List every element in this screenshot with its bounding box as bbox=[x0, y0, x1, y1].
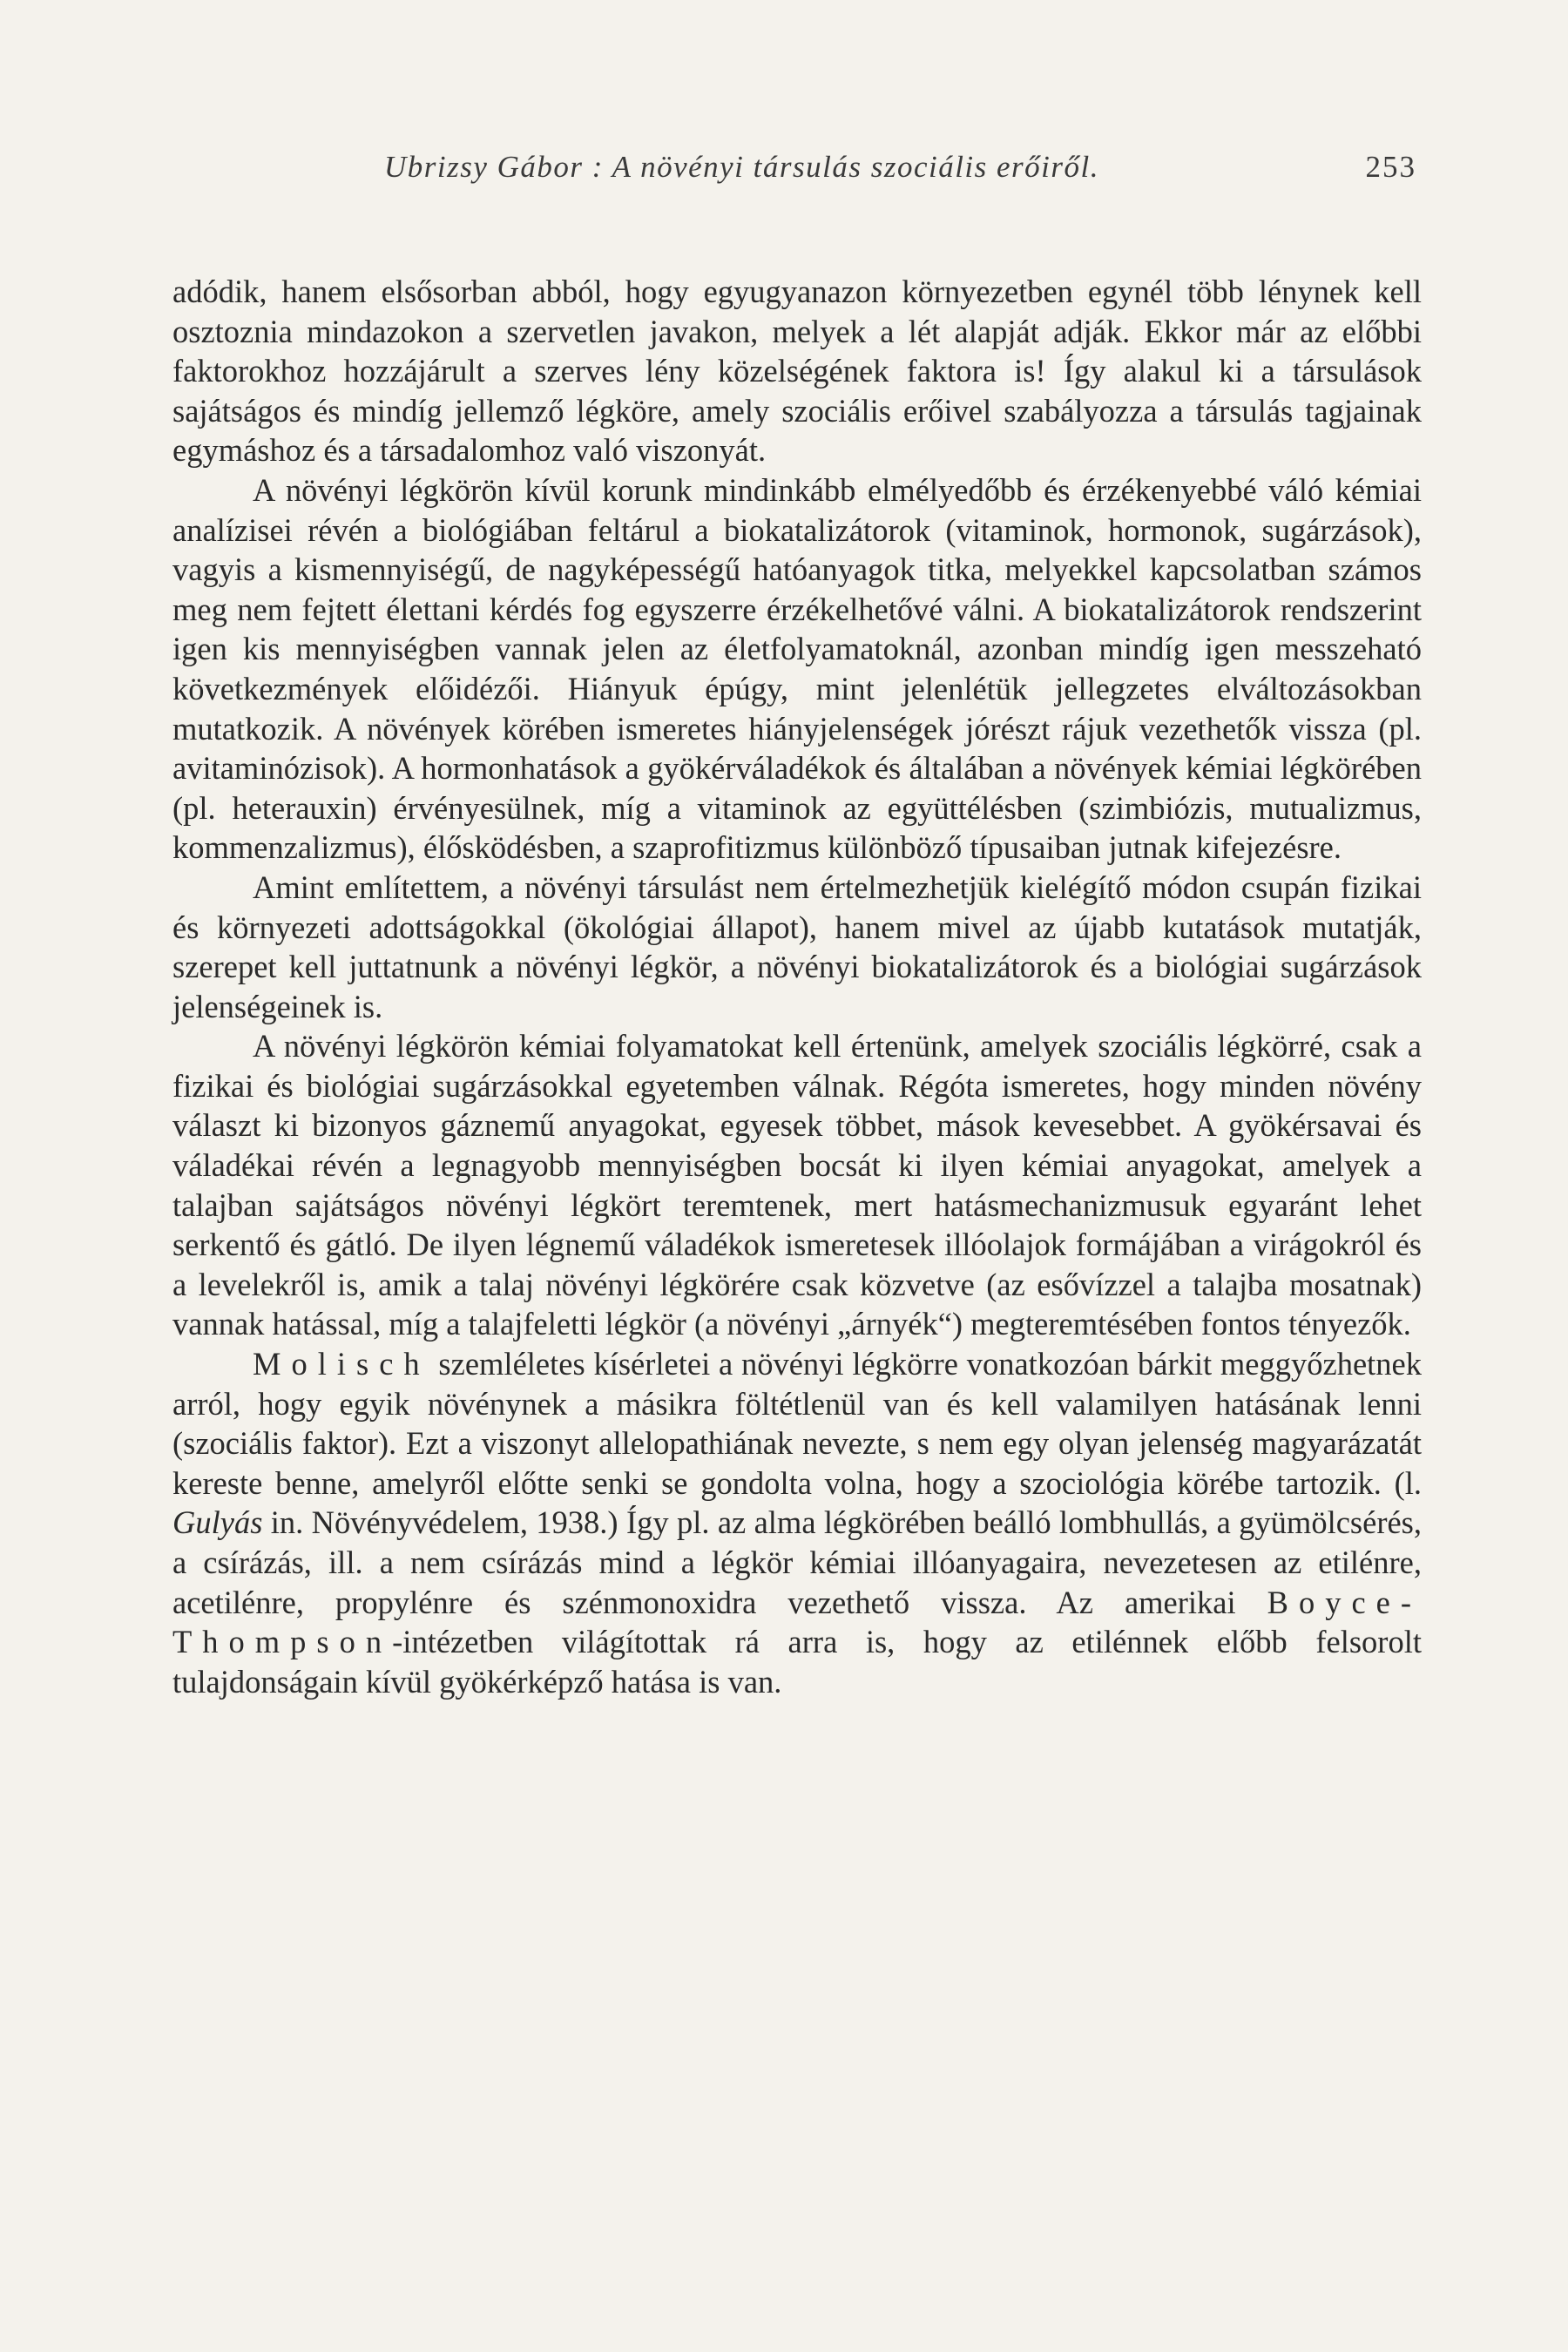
paragraph-4: A növényi légkörön kémiai folyamatokat kell értenünk, amelyek szociális légkörré, csak a fizikai és biológiai sugárzásokkal egyetemben válnak. Régóta ismeretes, hogy minden növény választ ki bizonyos gáznemű anyagokat, egyesek többet, mások kevesebbet. A gyökérsavai és váladékai révén a legnagyobb mennyiségben bocsát ki ilyen kémiai anyagokat, amelyek a talajban sajátságos növényi légkört teremtenek, mert hatásmechanizmusuk egyaránt lehet serkentő és gátló. De ilyen légnemű váladékok ismeretesek illóolajok formájában a virágokról és a levelekről is, amik a talaj növényi légkörére csak közvetve (az esővízzel a talajba mosatnak) vannak hatással, míg a talajfeletti légkör (a növényi „árnyék“) megteremtésében fontos tényezők. bbox=[172, 1028, 1422, 1342]
paragraph-2: A növényi légkörön kívül korunk mindinkább elmélyedőbb és érzékenyebbé váló kémiai analízisei révén a biológiában feltárul a biokatalizátorok (vitaminok, hormonok, sugárzások), vagyis a kismennyiségű, de nagyképességű hatóanyagok titka, melyekkel kapcsolatban számos meg nem fejtett élettani kérdés fog egyszerre érzékelhetővé válni. A biokatalizátorok rendszerint igen kis mennyiségben vannak jelen az életfolyamatoknál, azonban mindíg igen messzeható következmények előidézői. Hiányuk épúgy, mint jelenlétük jellegzetes elváltozásokban mutatkozik. A növények körében ismeretes hiányjelenségek jórészt rájuk vezethetők vissza (pl. avitaminózisok). A hormonhatások a gyökérváladékok és általában a növények kémiai légkörében (pl. heterauxin) érvényesülnek, míg a vitaminok az együttélésben (szimbiózis, mutualizmus, kommenzalizmus), élősködésben, a szaprofitizmus különböző típusaiban jutnak kifejezésre. bbox=[172, 471, 1422, 866]
paragraph-5-part-a: szemléletes kísérletei a növényi légkörre vonatkozóan bárkit meggyőzhetnek arról, hogy egyik növénynek a másikra föltétlenül van és kell valamilyen hatásának lenni (szociális faktor). Ezt a viszonyt allelopathiának nevezte, s nem egy olyan jelenség magyarázatát kereste benne, amelyről előtte senki se gondolta volna, hogy a szociológia körébe tartozik. (l. bbox=[172, 1346, 1422, 1501]
paragraph-3: Amint említettem, a növényi társulást nem értelmezhetjük kielégítő módon csupán fizikai és környezeti adottságokkal (ökológiai állapot), hanem mivel az újabb kutatások mutatják, szerepet kell juttatnunk a növényi légkör, a növényi biokatalizátorok és a biológiai sugárzások jelenségeinek is. bbox=[172, 868, 1422, 1024]
paragraph-5 bbox=[172, 1344, 1422, 1701]
paragraph-5-part-c: -intézetben világítottak rá arra is, hogy az etilénnek előbb felsorolt tulajdonságain kívül gyökérképző hatása is van. bbox=[172, 1624, 1422, 1700]
body-text bbox=[172, 272, 1422, 1701]
running-title: Ubrizsy Gábor : A növényi társulás szociális erőiről. bbox=[384, 150, 1099, 184]
running-head bbox=[172, 150, 1436, 192]
institute-name: Boyce-Thompson bbox=[172, 1584, 1422, 1660]
paragraph-5-part-b: in. Növényvédelem, 1938.) Így pl. az alma légkörében beálló lombhullás, a gyümölcsérés, a csírázás, ill. a nem csírázás mind a légkör kémiai illóanyagaira, nevezetesen az etilénre, acetilénre, propylénre és szénmonoxidra vezethető vissza. Az amerikai bbox=[172, 1504, 1422, 1620]
author-name-molisch: Molisch bbox=[253, 1346, 430, 1382]
paragraph-1: adódik, hanem elsősorban abból, hogy egyugyanazon környezetben egynél több lénynek kell osztoznia mindazokon a szervetlen javakon, melyek a lét alapját adják. Ekkor már az előbbi faktorokhoz hozzájárult a szerves lény közelségének faktora is! Így alakul ki a társulások sajátságos és mindíg jellemző légköre, amely szociális erőivel szabályozza a társulás tagjainak egymáshoz és a társadalomhoz való viszonyát. bbox=[172, 274, 1422, 469]
citation-gulyas: Gulyás bbox=[172, 1504, 263, 1541]
page-number: 253 bbox=[1365, 150, 1416, 184]
